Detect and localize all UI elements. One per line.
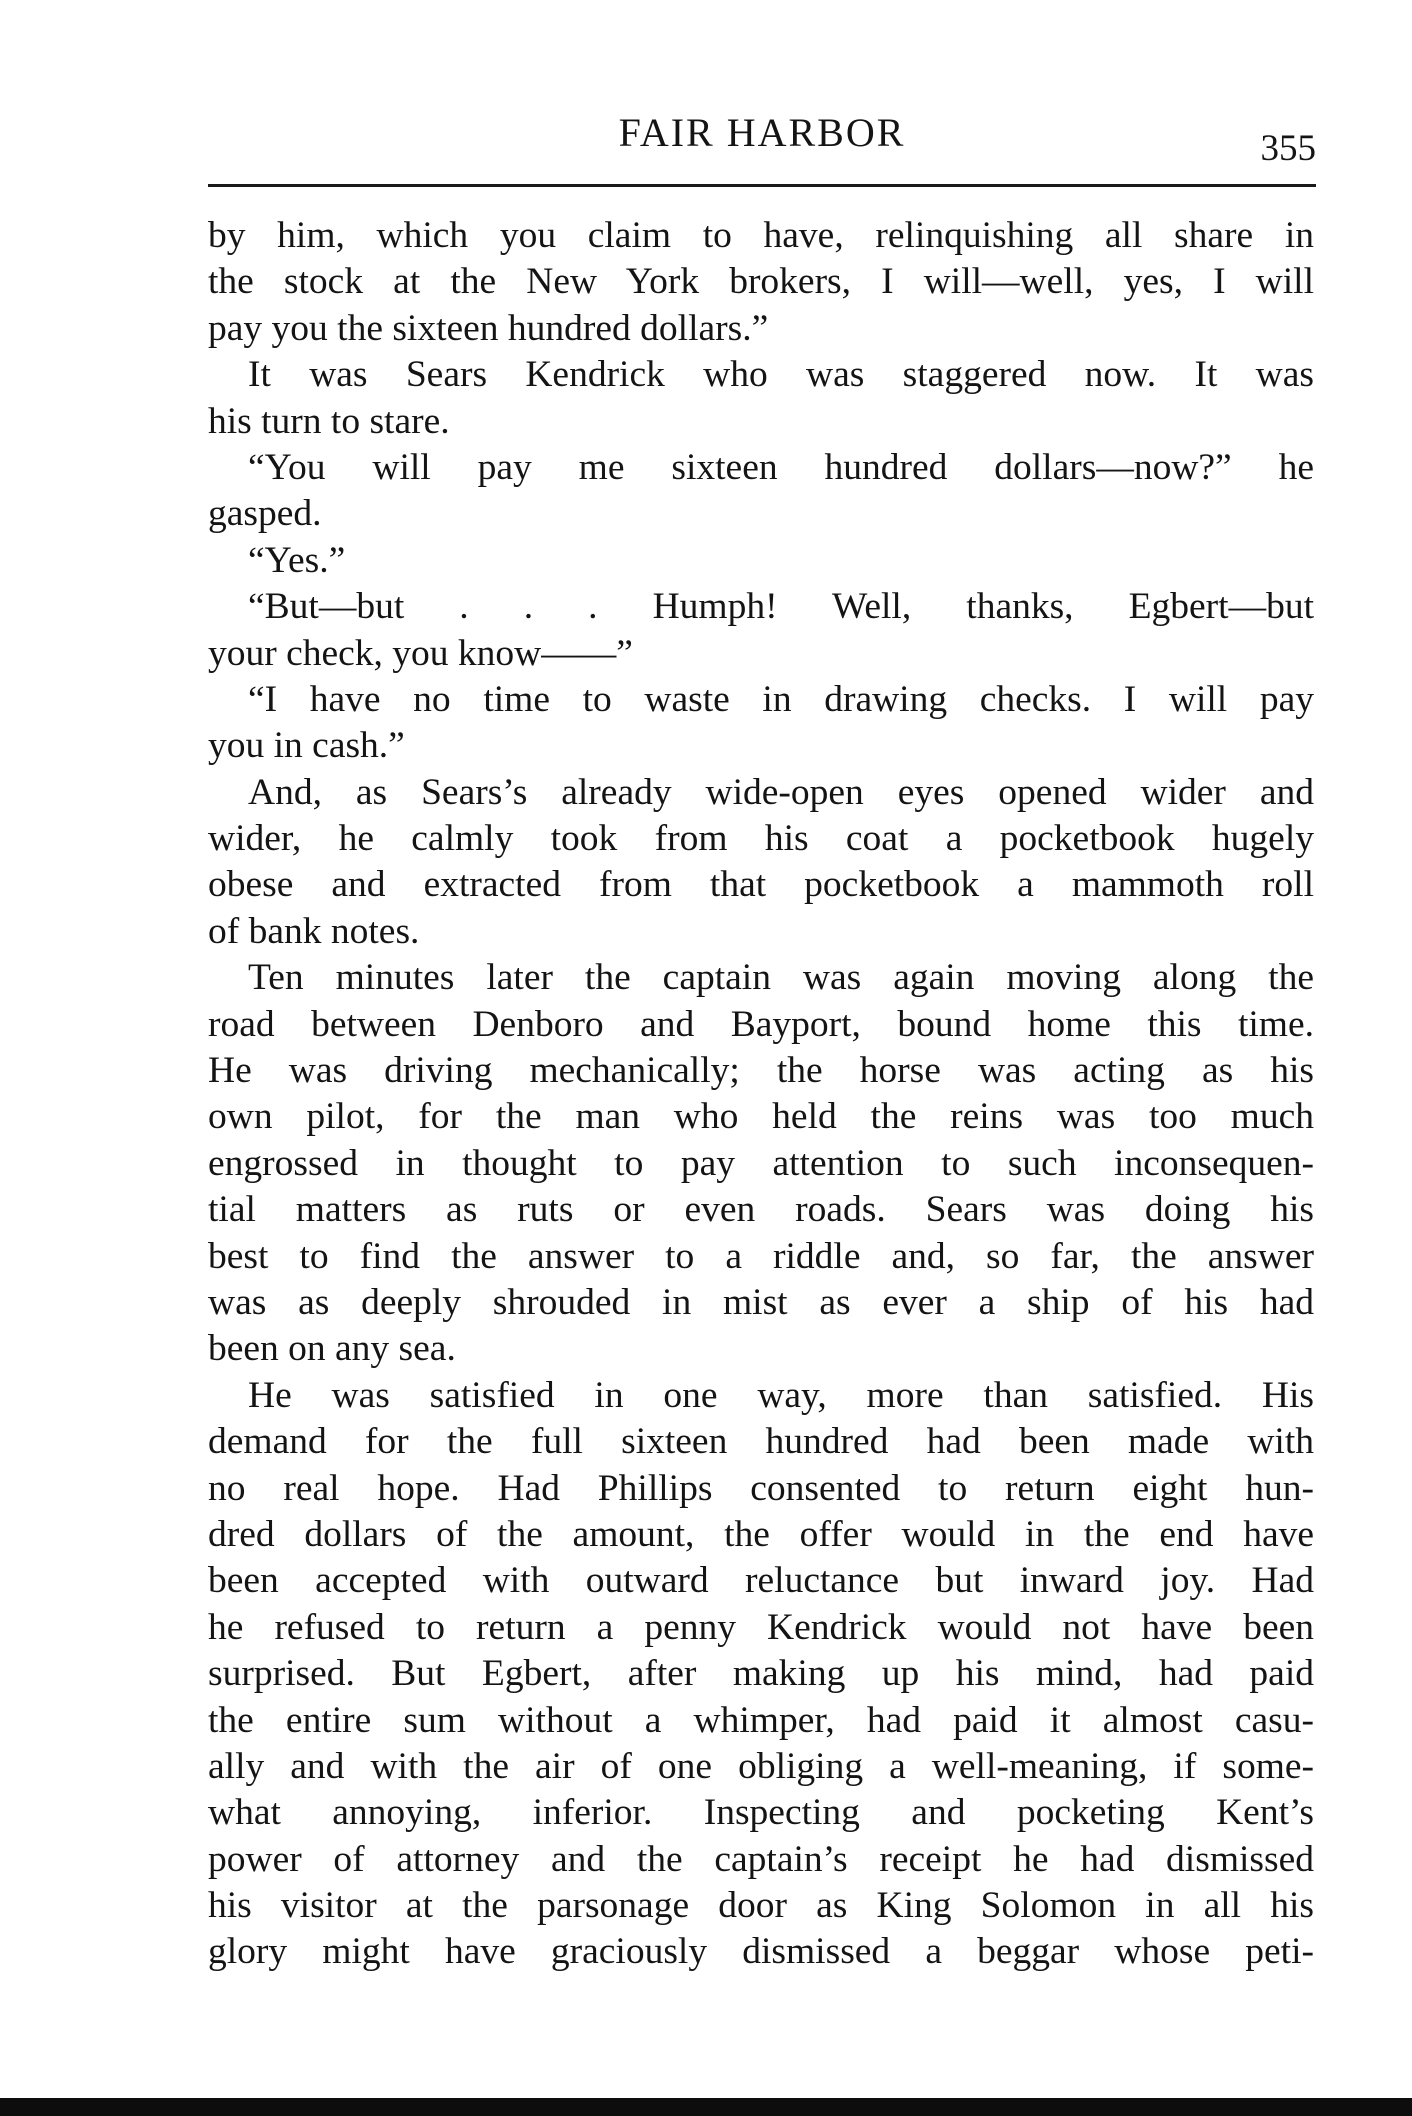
text-line: engrossed in thought to pay attention to such inconsequen- (208, 1142, 1314, 1184)
scan-border (0, 2098, 1412, 2116)
text-line: He was satisfied in one way, more than satisfied. His (248, 1374, 1314, 1416)
text-line: been accepted with outward reluctance but inward joy. Had (208, 1560, 1314, 1602)
running-head (208, 108, 1316, 178)
page-number: 355 (1260, 128, 1316, 169)
text-line: own pilot, for the man who held the reins was too much (208, 1096, 1314, 1138)
text-line: was as deeply shrouded in mist as ever a ship of his had (208, 1281, 1314, 1323)
text-line: “But—but . . . Humph! Well, thanks, Egbert—but (248, 586, 1314, 628)
text-line: “I have no time to waste in drawing checks. I will pay (248, 678, 1314, 720)
text-line: “You will pay me sixteen hundred dollars—now?” he (248, 446, 1314, 488)
text-line: his turn to stare. (208, 400, 450, 442)
text-line: what annoying, inferior. Inspecting and pocketing Kent’s (208, 1792, 1314, 1834)
text-line: been on any sea. (208, 1328, 456, 1370)
running-title: FAIR HARBOR (618, 110, 906, 155)
text-line: by him, which you claim to have, relinquishing all share in (208, 215, 1314, 256)
text-line: no real hope. Had Phillips consented to return eight hun- (208, 1467, 1314, 1509)
text-line: demand for the full sixteen hundred had been made with (208, 1421, 1314, 1463)
text-line: “Yes.” (248, 539, 346, 581)
text-line: your check, you know——” (208, 632, 633, 674)
text-line: Ten minutes later the captain was again moving along the (248, 957, 1314, 999)
text-line: best to find the answer to a riddle and, so far, the answer (208, 1235, 1314, 1277)
text-line: power of attorney and the captain’s receipt he had dismissed (208, 1838, 1314, 1880)
text-line: you in cash.” (208, 725, 405, 767)
text-line: the stock at the New York brokers, I will—well, yes, I will (208, 261, 1314, 303)
text-line: ally and with the air of one obliging a well-meaning, if some- (208, 1745, 1314, 1787)
body-text (208, 213, 1314, 1976)
header-rule (208, 184, 1316, 187)
text-line: tial matters as ruts or even roads. Sears was doing his (208, 1189, 1314, 1231)
text-line: pay you the sixteen hundred dollars.” (208, 307, 769, 349)
text-line: surprised. But Egbert, after making up his mind, had paid (208, 1653, 1314, 1695)
text-line: gasped. (208, 493, 322, 535)
text-line: wider, he calmly took from his coat a pocketbook hugely (208, 818, 1314, 860)
text-line: road between Denboro and Bayport, bound home this time. (208, 1003, 1314, 1045)
text-line: obese and extracted from that pocketbook a mammoth roll (208, 864, 1314, 906)
text-line: the entire sum without a whimper, had paid it almost casu- (208, 1699, 1314, 1741)
text-line: It was Sears Kendrick who was staggered now. It was (248, 354, 1314, 396)
text-line: his visitor at the parsonage door as King Solomon in all his (208, 1885, 1314, 1927)
text-line: He was driving mechanically; the horse was acting as his (208, 1050, 1314, 1092)
text-line: of bank notes. (208, 910, 420, 952)
text-line: And, as Sears’s already wide-open eyes opened wider and (248, 771, 1314, 813)
text-line: glory might have graciously dismissed a beggar whose peti- (208, 1931, 1314, 1973)
text-line: dred dollars of the amount, the offer would in the end have (208, 1513, 1314, 1555)
text-line: he refused to return a penny Kendrick would not have been (208, 1606, 1314, 1648)
